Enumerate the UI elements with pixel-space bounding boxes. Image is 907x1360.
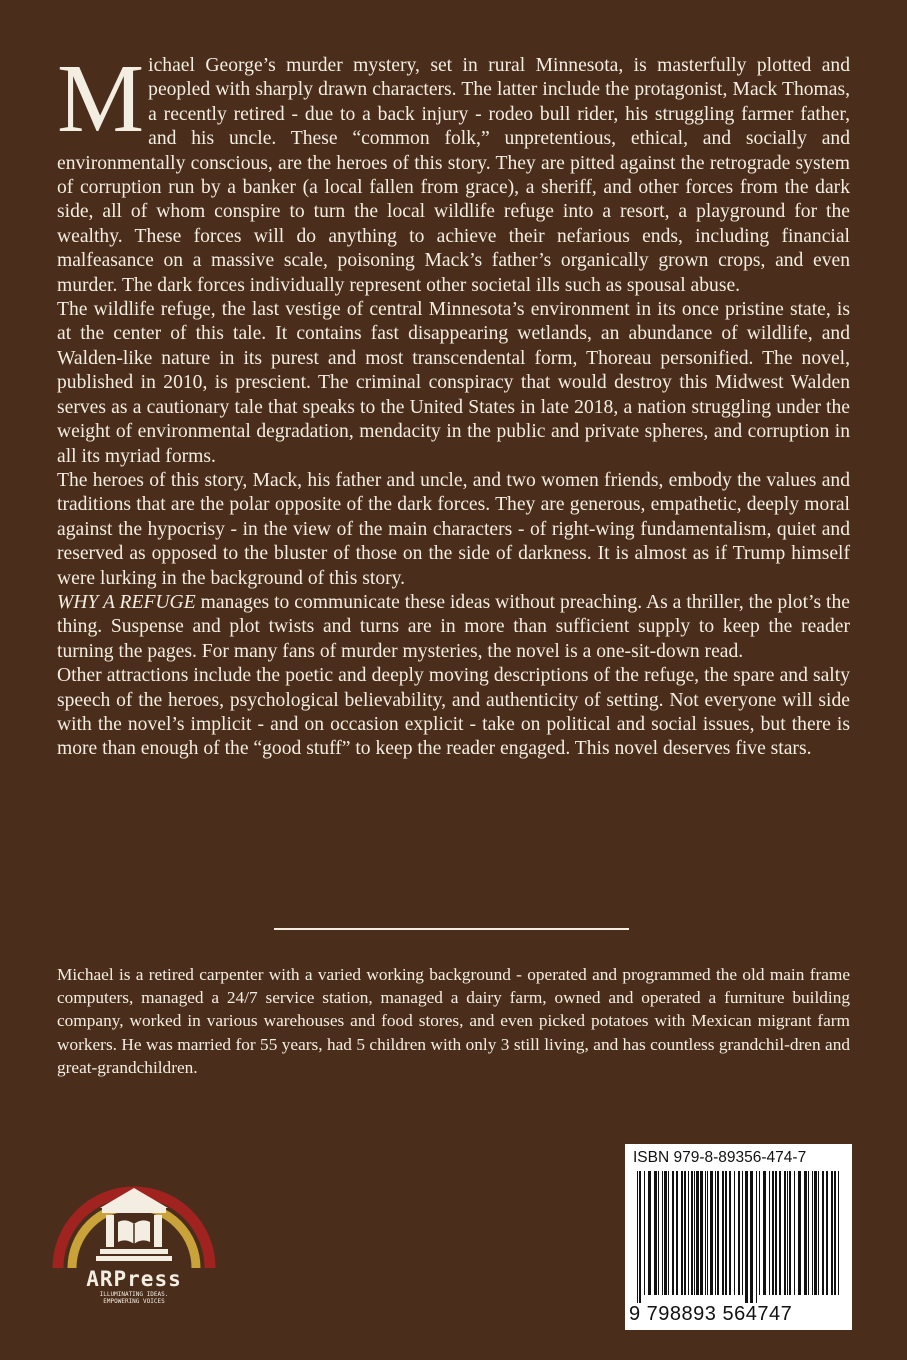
- publisher-tagline-line-1: ILLUMINATING IDEAS.: [99, 1291, 169, 1298]
- barcode-bar: [808, 1171, 809, 1295]
- barcode-bar: [729, 1171, 731, 1295]
- section-divider: [274, 928, 629, 930]
- barcode-bar: [756, 1171, 757, 1303]
- book-title: WHY A REFUGE: [57, 591, 196, 613]
- barcode-bar: [694, 1171, 695, 1295]
- review-paragraph-4: [57, 591, 850, 664]
- review-paragraph-1: ichael George’s murder mystery, set in rural Minnesota, is masterfully plotted and peopled with sharply drawn characters. The latter include the protagonist, Mack Thomas, a recently retired - due to a back injury - rodeo bull rider, his struggling farmer father, and his uncle. These “common folk,” unpretentious, ethical, and socially and environmentally conscious, are the heroes of this story. They are pitted against the retrograde system of corruption run by a banker (a local fallen from grace), a sheriff, and other forces from the dark side, all of whom conspire to turn the local wildlife refuge into a resort, a playground for the wealthy. These forces will do anything to achieve their nefarious ends, including financial malfeasance on a massive scale, poisoning Mack’s father’s organically grown crops, and even murder. The dark forces individually represent other societal ills such as spousal abuse.: [57, 55, 850, 296]
- publisher-tagline: [78, 1291, 190, 1305]
- barcode-bar: [775, 1171, 777, 1295]
- review-paragraph-4-text: manages to communicate these ideas without preaching. As a thriller, the plot’s the thing. Suspense and plot twists and turns are in more than sufficient supply to keep the reader turning the pages. For many fans of murder mysteries, the novel is a one-sit-down read.: [57, 591, 850, 662]
- barcode-bar: [789, 1171, 791, 1295]
- barcode-bar: [759, 1171, 760, 1295]
- barcode-bar: [715, 1171, 716, 1295]
- barcode-bar: [818, 1171, 819, 1295]
- review-text: [57, 45, 850, 762]
- barcode-bar: [838, 1171, 839, 1295]
- barcode-bar: [688, 1171, 689, 1295]
- barcode-bar: [681, 1171, 683, 1295]
- barcode-bar: [787, 1171, 788, 1295]
- review-paragraph-5: Other attractions include the poetic and deeply moving descriptions of the refuge, the spare and salty speech of the heroes, psychological believability, and authenticity of setting. Not everyone will side with the novel’s implicit - and on occasion explicit - take on political and social issues, but there is more than enough of the “good stuff” to keep the reader engaged. This novel deserves five stars.: [57, 665, 850, 760]
- barcode-bar: [812, 1171, 813, 1295]
- barcode-bar: [658, 1171, 659, 1295]
- review-paragraph-2: The wildlife refuge, the last vestige of central Minnesota’s environment in its once pristine state, is at the center of this tale. It contains fast disappearing wetlands, an abundance of wildlife, and Walden-like nature in its purest and most transcendental form, Thoreau personified. The novel, published in 2010, is prescient. The criminal conspiracy that would destroy this Midwest Walden serves as a cautionary tale that speaks to the United States in late 2018, a nation struggling under the weight of environmental degradation, mendacity in the public and private spheres, and corruption in all its myriad forms.: [57, 299, 850, 467]
- barcode-bars: [637, 1171, 843, 1303]
- barcode-bar: [831, 1171, 833, 1295]
- barcode-bar: [705, 1171, 706, 1295]
- publisher-emblem-icon: [48, 1150, 220, 1270]
- barcode-bar: [691, 1171, 693, 1295]
- barcode-bar: [822, 1171, 824, 1295]
- barcode-bar: [654, 1171, 657, 1295]
- barcode-bar: [784, 1171, 786, 1295]
- barcode-bar: [664, 1171, 667, 1295]
- barcode-bar: [750, 1171, 753, 1303]
- barcode-bar: [684, 1171, 686, 1295]
- barcode-bar: [722, 1171, 724, 1295]
- barcode-bar: [738, 1171, 740, 1295]
- barcode-bar: [662, 1171, 663, 1295]
- barcode-bar: [700, 1171, 703, 1295]
- barcode-bar: [794, 1171, 795, 1295]
- barcode-digits: 9 798893 564747: [629, 1303, 793, 1325]
- barcode-bar: [798, 1171, 801, 1295]
- barcode-bar: [779, 1171, 781, 1295]
- barcode-bar: [804, 1171, 807, 1295]
- barcode-bar: [769, 1171, 770, 1295]
- barcode-bar: [826, 1171, 828, 1295]
- publisher-tagline-line-2: EMPOWERING VOICES: [103, 1298, 165, 1305]
- author-bio-text: Michael is a retired carpenter with a varied working background - operated and programmed the old main frame computers, managed a 24/7 service station, managed a dairy farm, owned and operated a furniture building company, worked in various warehouses and food stores, and even picked potatoes with Mexican migrant farm workers. He was married for 55 years, had 5 children with only 3 still living, and has countless grandchil-dren and great-grandchildren.: [57, 965, 850, 1077]
- barcode-bar: [742, 1171, 743, 1295]
- barcode-bar: [696, 1171, 699, 1295]
- barcode-bar: [639, 1171, 641, 1303]
- barcode-bar: [745, 1171, 748, 1303]
- barcode-bar: [763, 1171, 766, 1295]
- barcode-bar: [644, 1171, 645, 1295]
- barcode-bar: [672, 1171, 674, 1295]
- barcode-bar: [668, 1171, 669, 1295]
- barcode-bar: [772, 1171, 774, 1295]
- drop-cap: M: [57, 45, 145, 153]
- barcode-bar: [725, 1171, 727, 1295]
- barcode-bar: [734, 1171, 735, 1295]
- publisher-name: ARPress: [86, 1267, 182, 1291]
- barcode-bar: [717, 1171, 719, 1295]
- barcode-bar: [834, 1171, 836, 1295]
- barcode-bar: [814, 1171, 817, 1295]
- publisher-logo: [48, 1150, 220, 1310]
- barcode-bar: [710, 1171, 713, 1295]
- review-paragraph-3: The heroes of this story, Mack, his father and uncle, and two women friends, embody the values and traditions that are the polar opposite of the dark forces. They are generous, empathetic, deeply moral against the hypocrisy - in the view of the main characters - of right-wing fundamentalism, quiet and reserved as opposed to the bluster of those on the side of darkness. It is almost as if Trump himself were lurking in the background of this story.: [57, 469, 850, 589]
- barcode-bar: [648, 1171, 651, 1295]
- isbn-label: ISBN 979-8-89356-474-7: [633, 1149, 807, 1166]
- author-bio: [57, 963, 850, 1079]
- isbn-barcode: [625, 1144, 852, 1330]
- barcode-bar: [637, 1171, 638, 1303]
- barcode-bar: [707, 1171, 708, 1295]
- barcode-bar: [676, 1171, 678, 1295]
